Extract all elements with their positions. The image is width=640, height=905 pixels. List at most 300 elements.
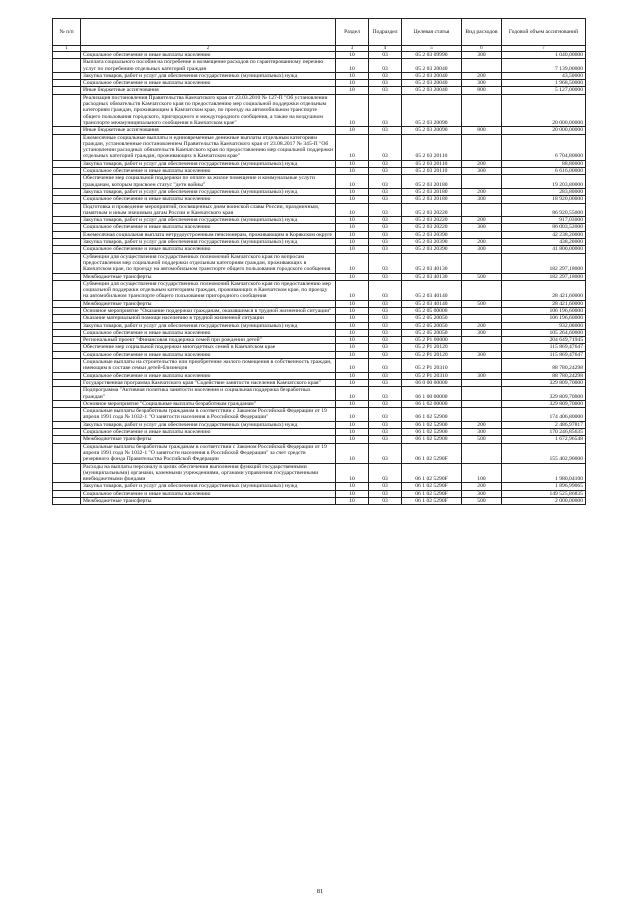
column-number: 7 [502,46,586,52]
cell-razdel: 10 [336,273,369,280]
table-row [53,188,586,195]
cell-podrazdel: 03 [369,498,402,505]
cell-num [53,315,81,322]
cell-podrazdel: 03 [369,239,402,246]
cell-amount: 1 040,00000 [502,52,586,59]
cell-amount: 86 920,55000 [502,203,586,217]
header-expense-type: Вид расходов [462,19,502,46]
cell-podrazdel: 03 [369,224,402,231]
cell-razdel: 10 [336,429,369,436]
cell-razdel: 10 [336,344,369,351]
cell-item-name: Межбюджетные трансферты [81,436,336,443]
cell-num [53,231,81,238]
cell-razdel: 10 [336,337,369,344]
cell-num [53,387,81,401]
cell-target-article: 05 2 03 20180 [402,196,462,203]
cell-item-name: Социальное обеспечение и иные выплаты населению [81,196,336,203]
cell-podrazdel: 03 [369,329,402,336]
cell-item-name: Расходы на выплаты персоналу в целях обеспечения выполнения функций государственными (муниципальными) органами, казенными учреждениями, органами управления государственными внебюджетными фондами [81,463,336,483]
cell-podrazdel: 03 [369,337,402,344]
cell-razdel: 10 [336,280,369,300]
budget-table [52,18,586,505]
cell-podrazdel: 03 [369,400,402,407]
header-razdel: Раздел [336,19,369,46]
table-row [53,490,586,497]
cell-item-name: Оказание материальной помощи населению в трудной жизненной ситуации [81,315,336,322]
cell-item-name: Иные бюджетные ассигнования [81,127,336,134]
cell-expense-type: 300 [462,246,502,253]
table-row [53,80,586,87]
cell-item-name: Социальные выплаты на строительство или приобретение жилого помещения в собственность граждан, имеющим в составе семьи детей-близнецов [81,359,336,373]
budget-table-sheet [52,18,585,505]
cell-item-name: Иные бюджетные ассигнования [81,87,336,94]
cell-expense-type: 300 [462,224,502,231]
cell-target-article: 06 1 00 00000 [402,387,462,401]
cell-num [53,372,81,379]
table-row [53,436,586,443]
cell-podrazdel: 03 [369,280,402,300]
cell-target-article: 05 2 03 20180 [402,188,462,195]
cell-razdel: 10 [336,94,369,126]
table-row [53,127,586,134]
table-row [53,224,586,231]
table-row [53,498,586,505]
cell-podrazdel: 03 [369,359,402,373]
cell-expense-type: 300 [462,429,502,436]
cell-razdel: 10 [336,490,369,497]
cell-amount: 43,50000 [502,72,586,79]
cell-target-article: 05 2 03 20220 [402,224,462,231]
cell-amount: 7 139,00000 [502,59,586,73]
cell-target-article: 05 2 P1 20120 [402,351,462,358]
table-row [53,344,586,351]
table-row [53,160,586,167]
cell-item-name: Основное мероприятие "Социальные выплаты безработным гражданам" [81,400,336,407]
table-row [53,52,586,59]
cell-razdel: 10 [336,224,369,231]
cell-num [53,463,81,483]
cell-podrazdel: 03 [369,351,402,358]
cell-expense-type: 300 [462,168,502,175]
cell-podrazdel: 03 [369,421,402,428]
cell-amount: 182 297,18000 [502,273,586,280]
cell-razdel: 10 [336,400,369,407]
cell-podrazdel: 03 [369,134,402,160]
cell-amount: 329 809,70000 [502,387,586,401]
cell-razdel: 10 [336,239,369,246]
cell-item-name: Социальное обеспечение и иные выплаты населению [81,168,336,175]
cell-target-article: 05 2 P1 00000 [402,337,462,344]
cell-amount: 2 486,97817 [502,421,586,428]
cell-razdel: 10 [336,483,369,490]
cell-num [53,436,81,443]
cell-razdel: 10 [336,188,369,195]
cell-item-name: Социальное обеспечение и иные выплаты населению [81,80,336,87]
cell-razdel: 10 [336,322,369,329]
cell-target-article: 05 2 03 40130 [402,273,462,280]
cell-item-name: Социальное обеспечение и иные выплаты населению [81,52,336,59]
table-row [53,429,586,436]
cell-num [53,300,81,307]
cell-amount: 106 196,60000 [502,307,586,314]
cell-expense-type [462,400,502,407]
cell-amount: 115 869,47647 [502,351,586,358]
cell-razdel: 10 [336,443,369,463]
cell-target-article: 05 2 03 20040 [402,87,462,94]
cell-podrazdel: 03 [369,203,402,217]
cell-num [53,175,81,189]
cell-item-name: Социальное обеспечение и иные выплаты населению [81,429,336,436]
table-row [53,372,586,379]
cell-target-article: 06 1 02 5290F [402,490,462,497]
cell-amount: 6 704,80000 [502,134,586,160]
cell-podrazdel: 03 [369,307,402,314]
cell-num [53,59,81,73]
cell-expense-type [462,387,502,401]
cell-item-name: Ежемесячная социальная выплата нетрудоустроенным пенсионерам, проживающим в Корякском округе [81,231,336,238]
cell-expense-type: 200 [462,217,502,224]
cell-razdel: 10 [336,168,369,175]
cell-target-article: 05 2 03 09990 [402,52,462,59]
cell-item-name: Социальные выплаты безработным гражданам в соответствии с Законом Российской Федерации от 19 апреля 1991 года № 1032-1 "О занятости населения в Российской Федерации" [81,408,336,422]
cell-num [53,224,81,231]
cell-amount: 283,80000 [502,188,586,195]
table-row [53,59,586,73]
column-number: 2 [81,46,336,52]
cell-razdel: 10 [336,217,369,224]
cell-amount: 19 203,80000 [502,175,586,189]
cell-num [53,429,81,436]
table-row [53,359,586,373]
cell-amount: 28 421,60000 [502,300,586,307]
table-row [53,443,586,463]
column-number: 6 [462,46,502,52]
cell-expense-type: 200 [462,322,502,329]
cell-razdel: 10 [336,421,369,428]
cell-expense-type [462,408,502,422]
cell-item-name: Ежемесячные социальные выплаты и единовременные денежные выплаты отдельным категориям граждан, установленные постановлением Правительства Камчатского края от 23.08.2017 № 345-П "Об установлении расходных обязательств Камчатского края по предоставлению мер социальной поддержки отдельных категорий граждан, проживающих в Камчатском крае" [81,134,336,160]
cell-num [53,127,81,134]
cell-target-article: 06 1 02 5290F [402,463,462,483]
table-row [53,94,586,126]
cell-num [53,52,81,59]
cell-amount: 1 980,04100 [502,463,586,483]
cell-expense-type: 500 [462,498,502,505]
cell-podrazdel: 03 [369,463,402,483]
cell-expense-type [462,203,502,217]
cell-podrazdel: 03 [369,490,402,497]
cell-podrazdel: 03 [369,253,402,273]
cell-expense-type: 800 [462,87,502,94]
cell-target-article: 05 2 03 20090 [402,94,462,126]
cell-podrazdel: 03 [369,300,402,307]
cell-target-article: 05 2 03 20220 [402,203,462,217]
cell-podrazdel: 03 [369,217,402,224]
cell-num [53,160,81,167]
cell-razdel: 10 [336,127,369,134]
cell-expense-type [462,307,502,314]
cell-target-article: 05 2 05 20050 [402,329,462,336]
cell-podrazdel: 03 [369,322,402,329]
table-row [53,351,586,358]
cell-num [53,307,81,314]
cell-item-name: Закупка товаров, работ и услуг для обеспечения государственных (муниципальных) нужд [81,421,336,428]
table-row [53,400,586,407]
header-podrazdel: Подраздел [369,19,402,46]
cell-item-name: Подпрограмма "Активная политика занятости населения и социальная поддержка безработных граждан" [81,387,336,401]
table-row [53,72,586,79]
column-number: 3 [336,46,369,52]
cell-item-name: Государственная программа Камчатского края "Содействие занятости населения Камчатского края" [81,379,336,386]
cell-target-article: 05 2 P1 20120 [402,344,462,351]
table-row [53,315,586,322]
cell-num [53,483,81,490]
cell-amount: 115 869,47647 [502,344,586,351]
table-row [53,483,586,490]
cell-target-article: 06 1 02 52900 [402,436,462,443]
cell-podrazdel: 03 [369,387,402,401]
cell-podrazdel: 03 [369,315,402,322]
cell-target-article: 06 1 02 52900 [402,421,462,428]
cell-amount: 155 402,90000 [502,443,586,463]
cell-amount: 1 672,96548 [502,436,586,443]
column-number: 1 [53,46,81,52]
table-row [53,322,586,329]
cell-amount: 106 196,60000 [502,315,586,322]
cell-expense-type [462,315,502,322]
cell-target-article: 06 1 02 5290F [402,483,462,490]
cell-item-name: Закупка товаров, работ и услуг для обеспечения государственных (муниципальных) нужд [81,239,336,246]
cell-item-name: Закупка товаров, работ и услуг для обеспечения государственных (муниципальных) нужд [81,72,336,79]
cell-num [53,359,81,373]
cell-item-name: Обеспечение мер социальной поддержки по оплате за жилое помещение и коммунальные услуги гражданам, которым присвоен статус "дети войны" [81,175,336,189]
cell-item-name: Социальное обеспечение и иные выплаты населению [81,490,336,497]
cell-target-article: 05 2 03 20110 [402,160,462,167]
cell-expense-type: 500 [462,273,502,280]
cell-amount: 170 246,85635 [502,429,586,436]
header-name [81,19,336,46]
cell-podrazdel: 03 [369,483,402,490]
cell-target-article: 05 2 03 20040 [402,80,462,87]
cell-expense-type: 300 [462,329,502,336]
table-row [53,421,586,428]
cell-podrazdel: 03 [369,344,402,351]
header-annual-amount: Годовой объем ассигнований [502,19,586,46]
cell-item-name: Межбюджетные трансферты [81,498,336,505]
cell-target-article: 06 1 02 52900 [402,408,462,422]
cell-amount: 1 968,50000 [502,80,586,87]
column-number: 5 [402,46,462,52]
table-row [53,300,586,307]
cell-razdel: 10 [336,408,369,422]
cell-num [53,280,81,300]
header-target-article: Целевая статья [402,19,462,46]
cell-podrazdel: 03 [369,273,402,280]
cell-num [53,188,81,195]
table-row [53,168,586,175]
cell-expense-type [462,134,502,160]
table-row [53,231,586,238]
cell-expense-type: 100 [462,463,502,483]
cell-expense-type [462,175,502,189]
cell-podrazdel: 03 [369,52,402,59]
cell-razdel: 10 [336,351,369,358]
cell-expense-type: 200 [462,188,502,195]
cell-target-article: 05 2 05 20050 [402,315,462,322]
table-row [53,307,586,314]
cell-num [53,239,81,246]
cell-item-name: Закупка товаров, работ и услуг для обеспечения государственных (муниципальных) нужд [81,217,336,224]
cell-num [53,246,81,253]
table-row [53,134,586,160]
cell-expense-type: 300 [462,372,502,379]
cell-num [53,421,81,428]
cell-target-article: 06 1 02 52900 [402,429,462,436]
cell-expense-type: 200 [462,239,502,246]
cell-amount: 5 127,00000 [502,87,586,94]
cell-razdel: 10 [336,253,369,273]
cell-amount: 438,20000 [502,239,586,246]
table-row [53,217,586,224]
table-row [53,379,586,386]
cell-expense-type [462,280,502,300]
cell-amount: 329 809,70000 [502,379,586,386]
cell-amount: 86 003,52000 [502,224,586,231]
cell-target-article: 05 2 03 20110 [402,134,462,160]
cell-razdel: 10 [336,175,369,189]
cell-podrazdel: 03 [369,246,402,253]
cell-num [53,337,81,344]
cell-item-name: Субвенции для осуществления государственных полномочий Камчатского края по предоставлению мер социальной поддержки отдельным категориям граждан, проживающих в Камчатском крае, по проезду на автомобильном транспорте общего пользования пригородного сообщения [81,280,336,300]
cell-target-article: 05 2 P1 20310 [402,359,462,373]
cell-num [53,322,81,329]
cell-num [53,498,81,505]
cell-expense-type: 300 [462,52,502,59]
cell-razdel: 10 [336,246,369,253]
cell-num [53,94,81,126]
table-row [53,203,586,217]
cell-podrazdel: 03 [369,87,402,94]
cell-razdel: 10 [336,87,369,94]
cell-razdel: 10 [336,315,369,322]
table-row [53,387,586,401]
cell-target-article: 05 2 03 20390 [402,239,462,246]
cell-num [53,490,81,497]
cell-podrazdel: 03 [369,94,402,126]
cell-num [53,168,81,175]
cell-razdel: 10 [336,300,369,307]
cell-item-name: Межбюджетные трансферты [81,300,336,307]
cell-podrazdel: 03 [369,188,402,195]
cell-item-name: Закупка товаров, работ и услуг для обеспечения государственных (муниципальных) нужд [81,188,336,195]
cell-expense-type [462,337,502,344]
table-header-row [53,19,586,46]
cell-razdel: 10 [336,307,369,314]
cell-razdel: 10 [336,372,369,379]
cell-num [53,80,81,87]
cell-item-name: Региональный проект "Финансовая поддержка семей при рождении детей" [81,337,336,344]
cell-razdel: 10 [336,498,369,505]
cell-amount: 1 896,99065 [502,483,586,490]
cell-podrazdel: 03 [369,379,402,386]
table-row [53,87,586,94]
cell-amount: 88 780,24298 [502,359,586,373]
page-number: 81 [316,888,324,895]
cell-item-name: Подготовка и проведение мероприятий, посвященных дням воинской славы России, праздничным, памятным и иным значимым датам России и Камчатского края [81,203,336,217]
cell-expense-type [462,443,502,463]
cell-amount: 42 238,20000 [502,231,586,238]
table-row [53,239,586,246]
cell-amount: 105 264,60000 [502,329,586,336]
table-row [53,463,586,483]
cell-razdel: 10 [336,379,369,386]
cell-item-name: Социальные выплаты безработным гражданам в соответствии с Законом Российской Федерации от 19 апреля 1991 года № 1032-1 "О занятости населения в Российской Федерации" за счет средств резервного фонда Правительства Российской Федерации [81,443,336,463]
cell-target-article: 05 2 03 20180 [402,175,462,189]
table-row [53,337,586,344]
cell-razdel: 10 [336,134,369,160]
cell-target-article: 05 2 03 20390 [402,246,462,253]
cell-podrazdel: 03 [369,80,402,87]
cell-expense-type [462,344,502,351]
cell-podrazdel: 03 [369,231,402,238]
cell-item-name: Межбюджетные трансферты [81,273,336,280]
cell-expense-type [462,253,502,273]
cell-podrazdel: 03 [369,443,402,463]
cell-podrazdel: 03 [369,429,402,436]
cell-podrazdel: 03 [369,372,402,379]
cell-expense-type: 300 [462,490,502,497]
cell-target-article: 05 2 03 20220 [402,217,462,224]
cell-amount: 6 616,00000 [502,168,586,175]
cell-expense-type [462,231,502,238]
cell-num [53,72,81,79]
table-row [53,273,586,280]
cell-target-article: 06 1 02 00000 [402,400,462,407]
cell-podrazdel: 03 [369,408,402,422]
cell-amount: 932,00000 [502,322,586,329]
cell-expense-type: 300 [462,351,502,358]
cell-num [53,217,81,224]
cell-item-name: Основное мероприятие "Оказание поддержки гражданам, оказавшимся в трудной жизненной ситуации" [81,307,336,314]
cell-amount: 204 649,71945 [502,337,586,344]
cell-amount: 88,80000 [502,160,586,167]
cell-target-article: 05 2 03 40140 [402,300,462,307]
cell-expense-type: 500 [462,436,502,443]
cell-target-article: 05 2 03 20090 [402,127,462,134]
table-row [53,253,586,273]
cell-item-name: Социальное обеспечение и иные выплаты населению [81,224,336,231]
cell-razdel: 10 [336,52,369,59]
cell-amount: 41 800,00000 [502,246,586,253]
cell-podrazdel: 03 [369,436,402,443]
cell-num [53,344,81,351]
cell-target-article: 06 0 00 00000 [402,379,462,386]
cell-item-name: Субвенции для осуществления государственных полномочий Камчатского края по вопросам предоставления мер социальной поддержки отдельным категориям граждан, проживающих в Камчатском крае, по проезду на автомобильном транспорте общего пользования городского сообщения [81,253,336,273]
cell-razdel: 10 [336,359,369,373]
cell-expense-type: 200 [462,483,502,490]
cell-expense-type [462,379,502,386]
cell-expense-type: 300 [462,196,502,203]
cell-item-name: Закупка товаров, работ и услуг для обеспечения государственных (муниципальных) нужд [81,322,336,329]
cell-num [53,203,81,217]
cell-podrazdel: 03 [369,127,402,134]
cell-item-name: Закупка товаров, работ и услуг для обеспечения государственных (муниципальных) нужд [81,483,336,490]
cell-amount: 88 780,24298 [502,372,586,379]
cell-target-article: 05 2 03 20040 [402,72,462,79]
cell-expense-type: 200 [462,421,502,428]
column-number: 4 [369,46,402,52]
cell-item-name: Социальное обеспечение и иные выплаты населению [81,372,336,379]
